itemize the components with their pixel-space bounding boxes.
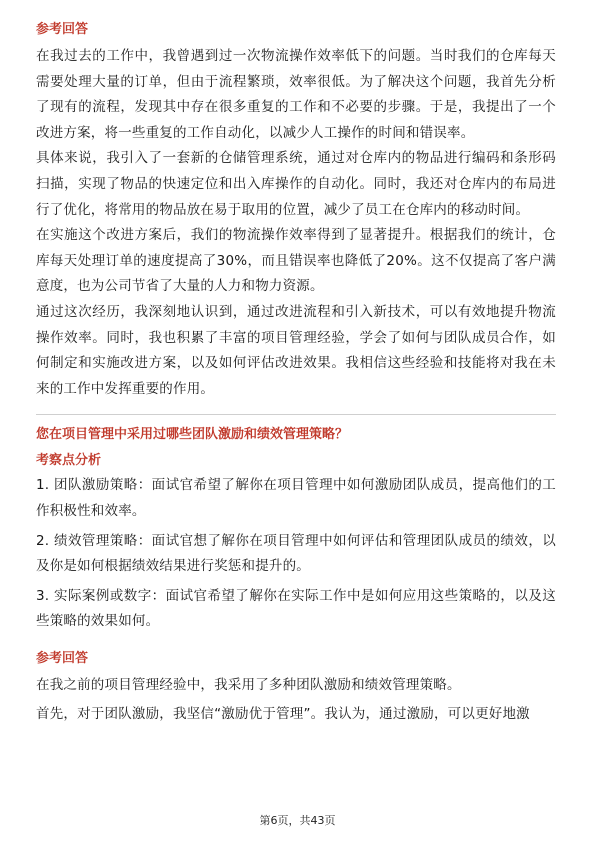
- answer-paragraph: 在我之前的项目管理经验中，我采用了多种团队激励和绩效管理策略。: [36, 676, 461, 693]
- answer-paragraph: 在我过去的工作中，我曾遇到过一次物流操作效率低下的问题。当时我们的仓库每天需要处理大量的订单，但由于流程繁琐，效率很低。为了解决这个问题，我首先分析了现有的流程，发现其中存在很多重复的工作和不必要的步骤。于是，我提出了一个改进方案，将一些重复的工作自动化，以减少人工操作的时间和错误率。: [36, 48, 556, 141]
- analysis-point: 2. 绩效管理策略：面试官想了解你在项目管理中如何评估和管理团队成员的绩效，以及你是如何根据绩效结果进行奖惩和提升的。: [36, 532, 556, 575]
- reference-answer-heading: 参考回答: [36, 22, 89, 37]
- question-section: [36, 425, 556, 728]
- analysis-heading: 考察点分析: [36, 453, 102, 469]
- analysis-point: 3. 实际案例或数字：面试官希望了解你在实际工作中是如何应用这些策略的，以及这些策略的效果如何。: [36, 587, 556, 630]
- section-divider: [36, 414, 556, 415]
- reference-answer-heading: 参考回答: [36, 650, 89, 666]
- interview-question: 您在项目管理中采用过哪些团队激励和绩效管理策略？: [36, 427, 349, 443]
- answer-paragraph: 在实施这个改进方案后，我们的物流操作效率得到了显著提升。根据我们的统计，仓库每天处理订单的速度提高了30%，而且错误率也降低了20%。这不仅提高了客户满意度，也为公司节省了大量的人力和物力资源。: [36, 227, 556, 295]
- page-content: [36, 20, 556, 732]
- answer-paragraph: 具体来说，我引入了一套新的仓储管理系统，通过对仓库内的物品进行编码和条形码扫描，实现了物品的快速定位和出入库操作的自动化。同时，我还对仓库内的布局进行了优化，将常用的物品放在易于取用的位置，减少了员工在仓库内的移动时间。: [36, 150, 556, 218]
- analysis-point: 1. 团队激励策略：面试官希望了解你在项目管理中如何激励团队成员，提高他们的工作积极性和效率。: [36, 477, 556, 519]
- reference-answer-section-1: [36, 20, 556, 402]
- answer-paragraph: 首先，对于团队激励，我坚信“激励优于管理”。我认为，通过激励，可以更好地激: [36, 706, 530, 723]
- page-number-footer: 第6页，共43页: [259, 814, 336, 827]
- answer-paragraph: 通过这次经历，我深刻地认识到，通过改进流程和引入新技术，可以有效地提升物流操作效率。同时，我也积累了丰富的项目管理经验，学会了如何与团队成员合作，如何制定和实施改进方案，以及如何评估改进效果。我相信这些经验和技能将对我在未来的工作中发挥重要的作用。: [36, 303, 556, 397]
